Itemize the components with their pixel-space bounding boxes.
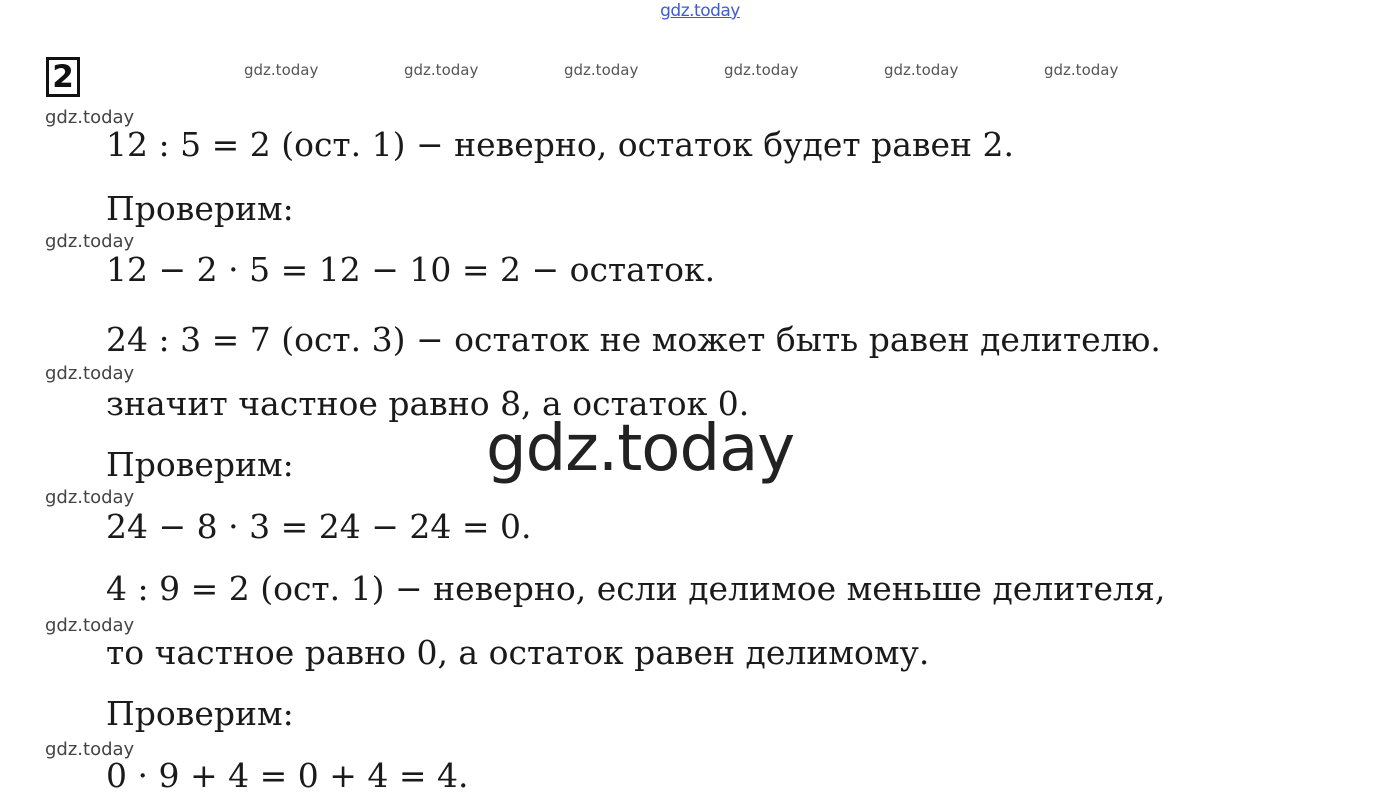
solution-line: 4 : 9 = 2 (ост. 1) − неверно, если делимое меньше делителя, <box>106 569 1166 608</box>
task-number-badge: 2 <box>46 57 80 97</box>
watermark-text: gdz.today <box>1044 61 1119 79</box>
solution-check-heading: Проверим: <box>106 189 294 228</box>
solution-line: значит частное равно 8, а остаток 0. <box>106 384 750 423</box>
watermark-text: gdz.today <box>45 487 135 508</box>
watermark-text: gdz.today <box>45 231 135 252</box>
watermark-text: gdz.today <box>45 615 135 636</box>
solution-line: то частное равно 0, а остаток равен делимому. <box>106 633 930 672</box>
watermark-text: gdz.today <box>45 363 135 384</box>
solution-line: 24 − 8 · 3 = 24 − 24 = 0. <box>106 507 532 546</box>
watermark-text: gdz.today <box>404 61 479 79</box>
site-link[interactable]: gdz.today <box>660 1 740 21</box>
watermark-text: gdz.today <box>45 739 135 760</box>
solution-line: 0 · 9 + 4 = 0 + 4 = 4. <box>106 756 469 795</box>
solution-check-heading: Проверим: <box>106 694 294 733</box>
solution-check-heading: Проверим: <box>106 445 294 484</box>
watermark-text: gdz.today <box>45 107 135 128</box>
watermark-text: gdz.today <box>564 61 639 79</box>
solution-line: 24 : 3 = 7 (ост. 3) − остаток не может быть равен делителю. <box>106 320 1161 359</box>
solution-line: 12 − 2 · 5 = 12 − 10 = 2 − остаток. <box>106 250 716 289</box>
watermark-text: gdz.today <box>884 61 959 79</box>
watermark-text: gdz.today <box>244 61 319 79</box>
solution-line: 12 : 5 = 2 (ост. 1) − неверно, остаток будет равен 2. <box>106 125 1015 164</box>
center-watermark: gdz.today <box>486 412 795 486</box>
watermark-text: gdz.today <box>724 61 799 79</box>
